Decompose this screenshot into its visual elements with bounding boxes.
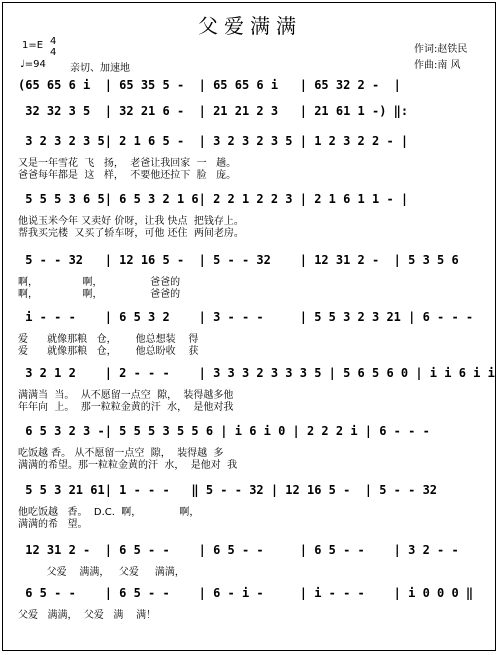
lyrics-line-11-verse-1: 父爱 满满， 父爱 满 满！ — [18, 610, 157, 621]
notation-line-2: 32 32 3 5 | 32 21 6 - | 21 21 2 3 | 21 61 1 -) ‖: — [18, 104, 409, 118]
song-title: 父爱满满 — [198, 14, 302, 38]
lyrics-line-3-verse-2: 爸爸每年都是 这 样， 不要他还拉下 脸 庞。 — [18, 170, 237, 181]
notation-line-7: 3 2 1 2 | 2 - - - | 3 3 3 2 3 3 3 5 | 5 6 5 6 0 | i i 6 i i — [18, 366, 495, 380]
lyrics-line-5-verse-2: 啊， 啊， 爸爸的 — [18, 289, 181, 300]
lyrics-line-5-verse-1: 啊， 啊， 爸爸的 — [18, 277, 181, 288]
lyrics-line-7-verse-1: 满满当 当。 从不愿留一点空 隙， 装得越多他 — [18, 390, 234, 401]
time-signature-bottom: 4 — [50, 47, 57, 58]
notation-line-8: 6 5 3 2 3 -| 5 5 5 3 5 5 6 | i 6 i 0 | 2 2 2 i | 6 - - - — [18, 424, 430, 438]
notation-line-4: 5 5 5 3 6 5| 6 5 3 2 1 6| 2 2 1 2 2 3 | 2 1 6 1 1 - | — [18, 192, 409, 206]
notation-line-11: 6 5 - - | 6 5 - - | 6 - i - | i - - - | i 0 0 0 ‖ — [18, 586, 474, 600]
lyrics-line-6-verse-2: 爱 就像那粮 仓， 他总盼收 获 — [18, 346, 199, 357]
lyrics-line-7-verse-2: 年年向 上。 那一粒粒金黄的汗 水， 是他对我 — [18, 402, 234, 413]
notation-line-1: (65 65 6 i | 65 35 5 - | 65 65 6 i | 65 32 2 - | — [18, 78, 401, 92]
style-mark: 亲切、加速地 — [70, 63, 130, 74]
lyrics-line-8-verse-2: 满满的希望。那一粒粒金黄的汗 水， 是他对 我 — [18, 460, 238, 471]
notation-line-10: 12 31 2 - | 6 5 - - | 6 5 - - | 6 5 - - | 3 2 - - — [18, 543, 459, 557]
lyrics-line-9-verse-1: 他吃饭越 香。 D.C. 啊， 啊， — [18, 507, 200, 518]
lyrics-line-3-verse-1: 又是一年雪花 飞 扬， 老爸让我回家 一 趟。 — [18, 158, 237, 169]
tempo-mark: ♩=94 — [20, 59, 46, 70]
lyrics-line-4-verse-2: 帮我买完楼 又买了轿车呀，可他 还住 两间老房。 — [18, 228, 244, 239]
lyrics-line-4-verse-1: 他说玉米今年 又卖好 价呀，让我 快点 把钱存上。 — [18, 216, 244, 227]
lyrics-line-8-verse-1: 吃饭越 香。 从不愿留一点空 隙， 装得越 多 — [18, 448, 224, 459]
notation-line-9: 5 5 3 21 61| 1 - - - ‖ 5 - - 32 | 12 16 5 - | 5 - - 32 — [18, 483, 438, 497]
lyricist-credit: 作词:赵铁民 — [414, 44, 468, 55]
composer-credit: 作曲:南 风 — [414, 60, 461, 71]
notation-line-3: 3 2 3 2 3 5| 2 1 6 5 - | 3 2 3 2 3 5 | 1 2 3 2 2 - | — [18, 134, 409, 148]
notation-line-6: i - - - | 6 5 3 2 | 3 - - - | 5 5 3 2 3 21 | 6 - - - — [18, 310, 474, 324]
lyrics-line-6-verse-1: 爱 就像那粮 仓， 他总想装 得 — [18, 334, 199, 345]
lyrics-line-10-verse-1: 父爱 满满， 父爱 满满， — [18, 567, 185, 578]
key-signature: 1=E — [22, 40, 44, 51]
notation-line-5: 5 - - 32 | 12 16 5 - | 5 - - 32 | 12 31 2 - | 5 3 5 6 — [18, 253, 459, 267]
time-signature-top: 4 — [50, 36, 57, 47]
lyrics-line-9-verse-2: 满满的希 望。 — [18, 519, 88, 530]
